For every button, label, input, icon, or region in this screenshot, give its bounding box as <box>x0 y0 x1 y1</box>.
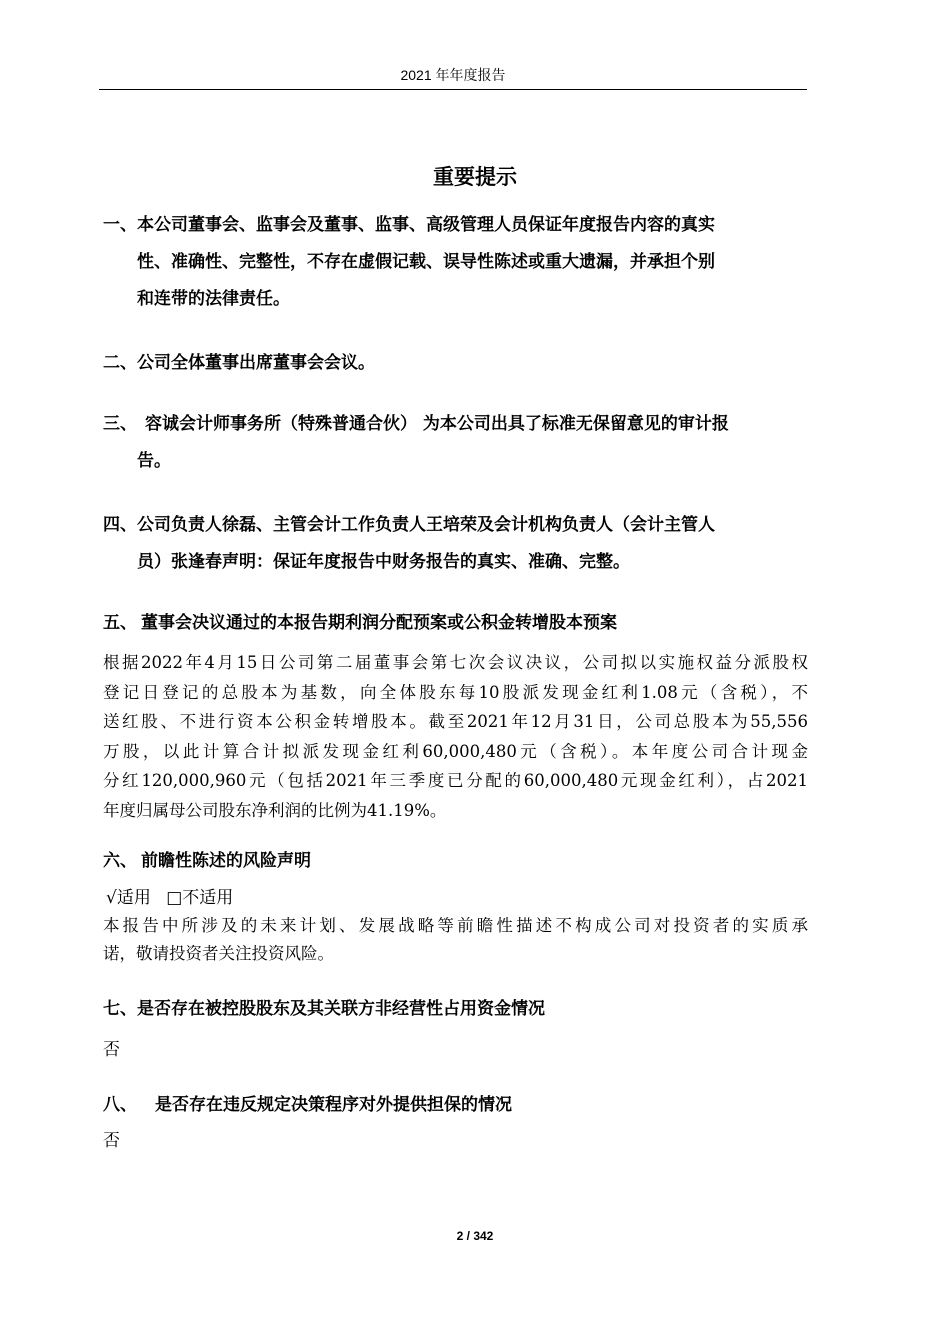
section-7-answer: 否 <box>103 1040 120 1060</box>
section-7-heading: 七、是否存在被控股股东及其关联方非经营性占用资金情况 <box>103 999 545 1019</box>
section-8-answer: 否 <box>103 1131 120 1151</box>
item-number: 四、 <box>103 515 137 535</box>
section-6-heading <box>103 847 311 875</box>
item-line: 员）张逢春声明：保证年度报告中财务报告的真实、准确、完整。 <box>137 552 630 572</box>
item-number: 二、 <box>103 353 137 373</box>
section-title: 前瞻性陈述的风险声明 <box>141 851 311 871</box>
not-applicable-option: □不适用 <box>166 888 234 908</box>
section-title: 董事会决议通过的本报告期利润分配预案或公积金转增股本预案 <box>141 613 617 633</box>
item-line: 本公司董事会、监事会及董事、监事、高级管理人员保证年度报告内容的真实 <box>137 215 715 235</box>
section-8-heading <box>103 1091 512 1119</box>
paragraph-line: 根据2022年4月15日公司第二届董事会第七次会议决议，公司拟以实施权益分派股权 <box>103 653 808 672</box>
item-line: 公司全体董事出席董事会会议。 <box>137 353 375 373</box>
page-number: 2 / 342 <box>456 1229 494 1243</box>
paragraph-line: 诺，敬请投资者关注投资风险。 <box>103 944 334 963</box>
section-number: 五、 <box>103 613 137 633</box>
item-number: 三、 <box>103 414 137 434</box>
paragraph-line: 本报告中所涉及的未来计划、发展战略等前瞻性描述不构成公司对投资者的实质承 <box>103 916 808 935</box>
item-number: 一、 <box>103 215 137 235</box>
applicability-options <box>106 885 233 911</box>
section-number: 八、 <box>103 1095 137 1115</box>
paragraph-line: 分红120,000,960元（包括2021年三季度已分配的60,000,480元现金红利），占2021 <box>103 771 808 791</box>
section-5-heading <box>103 609 617 637</box>
paragraph-line: 送红股、不进行资本公积金转增股本。截至2021年12月31日，公司总股本为55,556 <box>103 712 808 732</box>
section-5-paragraph <box>103 648 808 826</box>
notice-item-3 <box>103 406 813 480</box>
header-text: 2021 年年度报告 <box>400 67 506 83</box>
paragraph-line: 年度归属母公司股东净利润的比例为41.19%。 <box>103 800 447 820</box>
section-title: 是否存在违反规定决策程序对外提供担保的情况 <box>155 1095 512 1115</box>
item-line: 公司负责人徐磊、主管会计工作负责人王培荣及会计机构负责人（会计主管人 <box>137 515 715 535</box>
item-line: 和连带的法律责任。 <box>137 289 290 309</box>
page-title: 重要提示 <box>433 165 517 189</box>
item-line: 告。 <box>137 451 171 471</box>
applicable-option: √适用 <box>106 888 151 908</box>
notice-item-1 <box>103 207 813 318</box>
section-number: 六、 <box>103 851 137 871</box>
paragraph-line: 万股，以此计算合计拟派发现金红利60,000,480元（含税）。本年度公司合计现金 <box>103 741 808 761</box>
item-line: 容诚会计师事务所（特殊普通合伙） 为本公司出具了标准无保留意见的审计报 <box>145 414 729 434</box>
section-6-paragraph <box>103 912 808 968</box>
paragraph-line: 登记日登记的总股本为基数，向全体股东每10股派发现金红利1.08元（含税），不 <box>103 682 808 702</box>
page-header <box>99 64 807 90</box>
item-line: 性、准确性、完整性，不存在虚假记载、误导性陈述或重大遗漏，并承担个别 <box>137 252 715 272</box>
notice-item-4 <box>103 507 813 581</box>
notice-item-2 <box>103 345 813 382</box>
